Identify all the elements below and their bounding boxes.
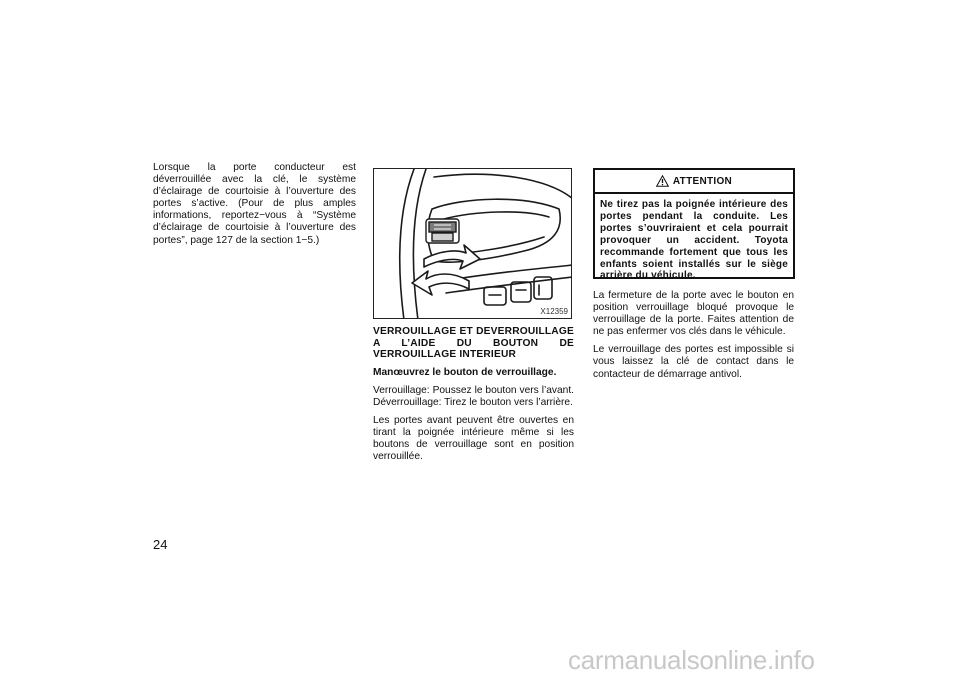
attention-text: Ne tirez pas la poignée intérieure des portes pendant la conduite. Les portes s’ouvriraient et cela pourrait provoquer un accident. Toyota recommande fortement que tous les enfants soient installés sur le siège arrière du véhicule. bbox=[600, 199, 788, 282]
left-column bbox=[153, 162, 356, 253]
page-number: 24 bbox=[153, 537, 168, 552]
door-lock-knob-illustration bbox=[373, 168, 572, 319]
courtesy-light-paragraph: Lorsque la porte conducteur est déverrouillée avec la clé, le système d’éclairage de courtoisie à l’ouverture des portes s’active. (Pour de plus amples informations, reportez−vous à “Système d’éclairage de courtoisie à l’ouverture des portes”, page 127 de la section 1−5.) bbox=[153, 162, 356, 246]
front-doors-paragraph: Les portes avant peuvent être ouvertes en tirant la poignée intérieure même si les boutons de verrouillage sont en position verrouillée. bbox=[373, 415, 574, 463]
locked-position-paragraph: La fermeture de la porte avec le bouton en position verrouillage bloqué provoque le verrouillage de la porte. Faites attention de ne pas enfermer vos clés dans le véhicule. bbox=[593, 290, 794, 338]
figure-code: X12359 bbox=[540, 307, 568, 316]
lock-unlock-instructions: Verrouillage: Poussez le bouton vers l’avant. Déverrouillage: Tirez le bouton vers l’arrière. bbox=[373, 384, 574, 408]
section-subheading: Manœuvrez le bouton de verrouillage. bbox=[373, 366, 557, 378]
door-handle-drawing bbox=[374, 169, 572, 319]
watermark: carmanualsonline.info bbox=[568, 645, 815, 675]
warning-triangle-icon bbox=[656, 175, 669, 187]
key-in-ignition-paragraph: Le verrouillage des portes est impossible si vous laissez la clé de contact dans le contacteur de démarrage antivol. bbox=[593, 344, 794, 380]
middle-column bbox=[373, 326, 574, 469]
right-column bbox=[593, 290, 794, 387]
section-heading: VERROUILLAGE ET DEVERROUILLAGE A L’AIDE DU BOUTON DE VERROUILLAGE INTERIEUR bbox=[373, 326, 574, 361]
attention-title: ATTENTION bbox=[672, 175, 733, 187]
attention-header bbox=[595, 170, 793, 194]
attention-box bbox=[593, 168, 795, 282]
